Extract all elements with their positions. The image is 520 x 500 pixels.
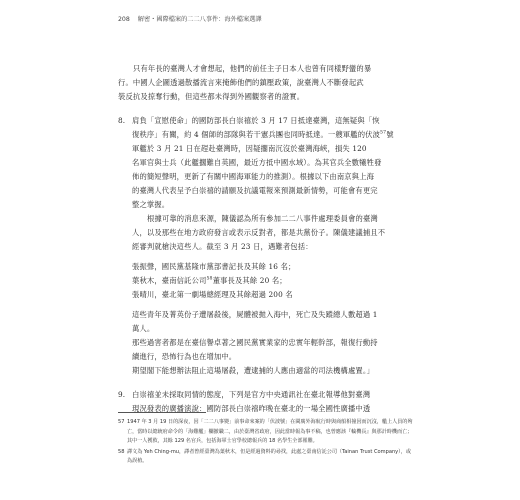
- text-line: 的臺灣人代表呈予白崇禧的請願及抗議電報來預測最新情勢，可能會有更完: [132, 186, 378, 195]
- text-line: 續進行，恐怖行為也在增加中。: [132, 352, 237, 361]
- footnote-ref: 58: [206, 276, 213, 282]
- footnote-number: 57: [118, 419, 125, 425]
- main-text: [118, 62, 410, 416]
- text-line: 裝反抗及掠奪行動，但這些都未得到外國觀察者的證實。: [118, 92, 305, 101]
- text-line: 只有年長的臺灣人才會想起，他們的前任主子日本人也曾有同樣野蠻的暴: [133, 64, 372, 73]
- text-line: 復秩序」有關，約 4 個師的部隊與若干憲兵團也同時抵達。一艘軍艦的伏波$^{57}$號: [132, 130, 394, 139]
- footnote-number: 58: [118, 448, 125, 455]
- book-title: 解密・國際檔案的二二八事件：海外檔案選譯: [137, 16, 262, 23]
- quote-block: [132, 212, 410, 254]
- intro-paragraph: [118, 62, 410, 104]
- text-line: 那些過害者都是在臺信譽卓著之國民黨實業家的忠實年輕幹部，報復行動持: [132, 338, 378, 347]
- list-item: 張晴川，臺北第一劇場總經理及其餘超過 200 名: [132, 290, 293, 299]
- text-line: 人，以及那些在地方政府發言或表示反對者，都是共黨份子。陳儀建議捕且不: [132, 228, 386, 237]
- text-line: 這些青年及菁英份子遭屠殺後，屍體被拋入海中，死亡及失蹤總人數超過 1: [132, 310, 378, 319]
- text-line: 名軍官與士兵（此艦擱難自英國，最近方抵中國水域）。為其官兵全數犧牲發: [132, 158, 382, 167]
- quote-block-2: [132, 308, 410, 378]
- footnotes: [118, 418, 414, 468]
- text-line: 經審判就槍決這些人。截至 3 月 23 日，遇難者包括：: [132, 242, 313, 251]
- text-line: 現況發表的廣播演說：國防部長白崇禧昨晚在臺北的一場全國性廣播中透: [132, 404, 371, 413]
- text-line: 肩負「宣慰使命」的國防部長白崇禧於 3 月 17 日抵達臺灣，這無疑與「恢: [132, 116, 380, 125]
- text-line: 整之掌握。: [132, 200, 170, 209]
- footnote-divider: [118, 412, 206, 413]
- item-number: 8.: [118, 116, 126, 125]
- footnote-text: 1947 年 3 月 19 日的深夜，因「二二八事變」前事命來案的「伏波號」在閩廣外海航行時與商船相撞因而沉沒，艦上人員的殉亡，當時以總統府命令的「海難艦」欄撤職二，由於臺灣省政府，因此當時報為事不稿，也曾應該『輪機長』與那計時機而亡；其中一人獲救，其餘 129 名官兵，包括海軍士官學校總報兵的 18 名學生全部罹難。: [127, 419, 413, 445]
- text-line: 行。中國人企圖透過散播流言來掩飾他們的鎮壓政策，說臺灣人不斷發起武: [118, 78, 364, 87]
- footnote: [118, 448, 414, 467]
- list-item: 張振聲，國民黨基隆市黨部書記長及其餘 16 名；: [132, 262, 296, 271]
- victim-list: [132, 260, 410, 302]
- text-line: 佈的簡短聲明，更新了有關中國海軍能力的推測）。根據以下由南京與上海: [132, 172, 375, 181]
- running-header: [118, 14, 262, 23]
- footnote-text: 譯文為 Yeh Ching-mu，譯者曾經臺灣為葉秋木，但是經過資料的尋找，此處之臺南信託公司（Tainan Trust Company），或為誤植。: [127, 448, 411, 465]
- text-line: 軍艦於 3 月 21 日在趕赴臺灣時，因疑擱南沉沒於臺灣海峽，損失 120: [132, 144, 367, 153]
- text-line: 根據可靠的消息來源，陳儀認為所有參加二二八事件處理委員會的臺灣: [147, 214, 378, 223]
- numbered-item-8: [118, 114, 410, 378]
- list-item: 葉秋木，臺南信託公司$^{58}$董事長及其餘 20 名；: [132, 276, 287, 285]
- text-line: 白崇禧並未採取同情的態度，下列是官方中央通訊社在臺北報導他對臺灣: [132, 390, 371, 399]
- item-number: 9.: [118, 390, 126, 399]
- footnote: [118, 418, 414, 447]
- text-line: 萬人。: [132, 324, 155, 333]
- page-number: 208: [118, 16, 130, 23]
- text-line: 期望閣下能想辦法阻止這場屠殺，遭逮捕的人應由適當的司法機構處置。」: [132, 366, 375, 375]
- footnote-ref: 57: [380, 130, 387, 136]
